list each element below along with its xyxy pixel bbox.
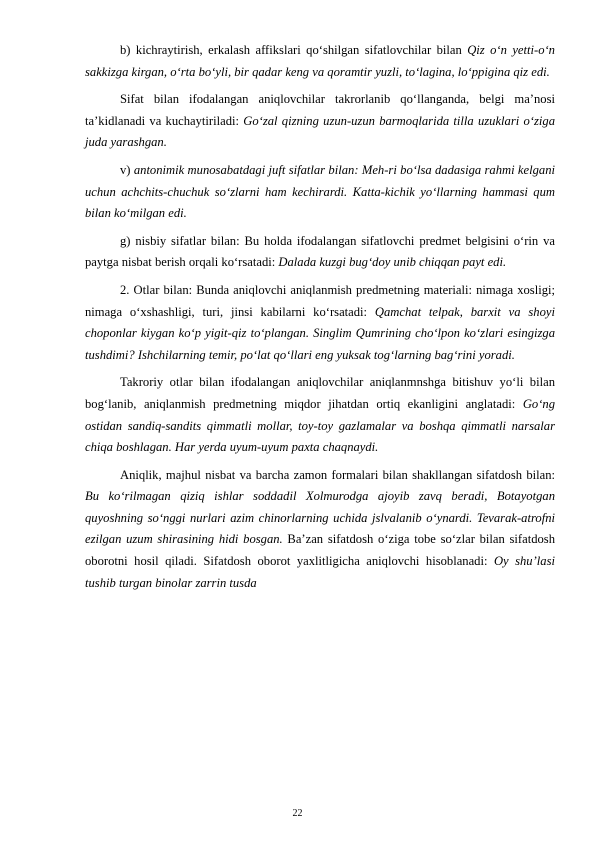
paragraph-text: Sifat bilan ifodalangan aniqlovchilar takrorlanib qo‘llanganda, belgi ma’nosi ta’kidlanadi va kuchaytiriladi: (85, 92, 555, 128)
paragraph-repeated-nouns (85, 372, 555, 458)
example-text: Dalada kuzgi bug‘doy unib chiqqan payt edi. (278, 255, 507, 270)
example-text: Qiz o‘n yetti-o‘n sakkizga kirgan, o‘rta bo‘yli, bir qadar keng va qoramtir yuzli, to‘lagina, lo‘ppigina qiz edi. (85, 43, 555, 79)
paragraph-participles (85, 465, 555, 595)
example-text: Go‘ng ostidan sandiq-sandits qimmatli mollar, toy-toy gazlamalar va boshqa qimmatli narsalar chiqa boshlagan. Har yerda uyum-uyum paxta chaqnaydi. (85, 396, 555, 455)
paragraph-text: b) kichraytirish, erkalash affikslari qo‘shilgan sifatlovchilar bilan (120, 43, 468, 57)
paragraph-repeated-adjectives (85, 89, 555, 154)
paragraph-text: 2. Otlar bilan: Bunda aniqlovchi aniqlanmish predmetning materiali: nimaga xosligi; nimaga o‘xshashligi, turi, jinsi kabilarni ko‘rsatadi: (85, 282, 555, 319)
page-number: 22 (292, 808, 303, 819)
example-text: Bu ko‘rilmagan qiziq ishlar soddadil Xolmurodga ajoyib zavq beradi, Botayotgan quyoshning so‘nggi nurlari azim chinorlarning uchida jslvalanib o‘ynardi. Tevarak-atrofni ezilgan uzum shirasining hidi bosgan. (85, 489, 555, 547)
paragraph-text: Aniqlik, majhul nisbat va barcha zamon formalari bilan shakllangan sifatdosh bilan: (120, 467, 555, 482)
example-text: antonimik munosabatdagi juft sifatlar bilan: Meh-ri bo‘lsa dadasiga rahmi kelgani uchun achchits-chuchuk so‘zlarni ham kechirardi. Katta-kichik yo‘llarning hammasi qum bilan ko‘milgan edi. (85, 162, 556, 221)
example-text-continued: Oy shu’lasi tushib turgan binolar zarrin tusda (85, 554, 555, 590)
paragraph-text: v) (120, 162, 134, 177)
paragraph-text: Takroriy otlar bilan ifodalangan aniqlovchilar aniqlanmnshga bitishuv yo‘li bilan bog‘lanib, aniqlanmish predmetning miqdor jihatdan ortiq ekanligini anglatadi: (85, 375, 555, 411)
paragraph-diminutive-adjectives (85, 40, 555, 83)
example-text: Go‘zal qizning uzun-uzun barmoqlarida tilla uzuklari o‘ziga juda yarashgan. (85, 113, 555, 150)
paragraph-nouns (85, 280, 555, 366)
document-page (85, 40, 555, 594)
example-text: Qamchat telpak, barxit va shoyi choponlar kiygan ko‘p yigit-qiz to‘plangan. Singlim Qumrining cho‘lpon ko‘zlari esingizga tushdimi? Ishchilarning temir, po‘lat qo‘llari eng yuksak tog‘larning bag‘rini yoradi. (85, 304, 555, 362)
paragraph-relative-adjectives (85, 231, 555, 274)
paragraph-text-continued: Ba’zan sifatdosh o‘ziga tobe so‘zlar bilan sifatdosh oborotni hosil qiladi. Sifatdosh oborot yaxlitligicha aniqlovchi hisoblanadi: (85, 532, 556, 569)
paragraph-antonymic-adjectives (85, 160, 555, 225)
paragraph-text: g) nisbiy sifatlar bilan: Bu holda ifodalangan sifatlovchi predmet belgisini o‘rin va paytga nisbat berish orqali ko‘rsatadi: (85, 233, 555, 270)
